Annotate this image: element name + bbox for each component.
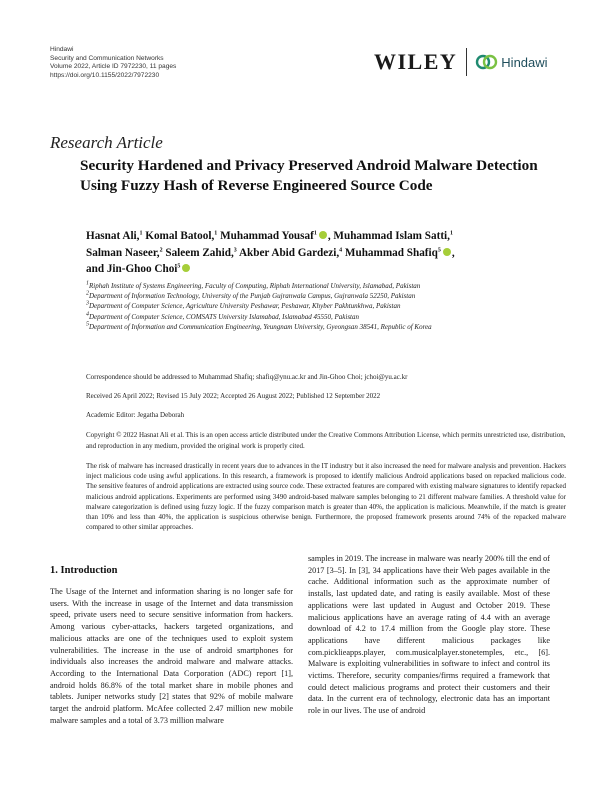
author-affiliation-number: 4 [339,246,343,253]
author-name: Muhammad Shafiq [344,246,438,259]
author-name: Salman Naseer, [86,246,160,259]
publication-dates: Received 26 April 2022; Revised 15 July 2022; Accepted 26 August 2022; Published 12 September 2022 [86,392,381,400]
affiliation-number: 4 [86,311,89,318]
affiliation-number: 5 [86,321,89,328]
author-affiliation-number: 5 [177,263,181,270]
hindawi-logo-text: Hindawi [501,54,548,70]
author-list: Hasnat Ali,$^1$ Komal Batool,$^1$ Muhammad Yousaf$^1$ , Muhammad Islam Satti,$^1$ Salman Naseer,$^2$ Saleem Zahid,$^3$ Akber Abid Gardezi,$^4$ Muhammad Shafiq$^5$ , and Jin-Ghoo Choi$^5$ [86,230,455,275]
affiliation-line [86,281,566,291]
affiliation-list [86,281,566,332]
article-type: Research Article [50,133,163,152]
orcid-icon[interactable] [319,231,327,239]
copyright-notice: Copyright © 2022 Hasnat Ali et al. This is an open access article distributed under the Creative Commons Attribution License, which permits unrestricted use, distribution, and reproduction in any medium, provided the original work is properly cited. [86,431,566,450]
orcid-icon[interactable] [182,264,190,272]
author-name: Muhammad Yousaf [220,230,314,242]
affiliation-line [86,301,566,311]
author-affiliation-number: 3 [233,246,237,253]
affiliation-text: Department of Computer Science, Agriculture University Peshawar, Peshawar, Khyber Pakhtunkhwa, Pakistan [89,302,401,311]
author-name: Hasnat Ali, [86,230,140,242]
affiliation-line [86,322,566,332]
wiley-logo: WILEY [374,49,458,74]
section-heading-introduction: 1. Introduction [50,565,118,576]
abstract: The risk of malware has increased drastically in recent years due to advances in the IT industry but it also increased the need for malware analysis and prevention. Hackers inject malicious code using awful applications. In this research, a framework is proposed to identify malicious Android applications based on repacked malicious code. The sensitive features of android applications are extracted using source code. These extracted features are compared with existing malware signatures to identify repacked malicious android applications. Experiments are performed using 3490 android-based malware samples belonging to 21 different malware families. A threshold value for malware categorization is defined using fuzzy logic. If the fuzzy comparison match is greater than 40%, the application is malicious. Meanwhile, if the match is greater than 10% and less than 40%, the application is suspicious otherwise benign. Furthermore, the proposed framework presents around 74% of the repacked malware compared to other similar approaches. [86,462,566,532]
publisher-name: Hindawi [50,46,74,53]
journal-info [50,46,176,80]
affiliation-text: Department of Information and Communication Engineering, Yeungnam University, Gyeongsan 38541, Republic of Korea [89,322,432,331]
volume-line: Volume 2022, Article ID 7972230, 11 pages [50,63,177,71]
publisher-logos [374,48,548,76]
body-column-left: The Usage of the Internet and information sharing is no longer safe for users. With the increase in usage of the Internet and data transmission speed, private users need to secure sensitive information from hackers. Among various cyber-attacks, hackers targeted organizations, and malicious attacks are one of the techniques used to exploit system vulnerabilities. The increase in the use of android smartphones for individuals also increases the android malware and malware attacks. According to the International Data Corporation (ADC) report [1], android holds 86.8% of the total market share in mobile phones and tablets. Juniper networks study [2] states that 92% of mobile malware target the android platform. McAfee collected 2.47 million new mobile malware samples and a total of 3.73 million malware [50,587,293,725]
correspondence: Correspondence should be addressed to Muhammad Shafiq; shafiq@ynu.ac.kr and Jin-Ghoo Choi; jchoi@yu.ac.kr [86,373,408,381]
author-affiliation-number: 2 [159,246,163,253]
author-affiliation-number: 1 [449,230,453,237]
academic-editor: Academic Editor: Jegatha Deborah [86,411,185,419]
author-name: Muhammad Islam Satti, [333,230,450,242]
body-column-right: samples in 2019. The increase in malware was nearly 200% till the end of 2017 [3–5]. In [3], 34 applications have their Web pages available in the cache. Additional information such as the approximate number of installs, last updated date, and rating is easily available. Most of these applications were last updated in August and October 2019. These malicious applications have an average rating of 4.4 with an average download of 4.2 to 17.4 million from the Google play store. These applications have different malicious packages like com.picklieapps.player, com.musicalplayer.stonetemples, etc., [6]. Malware is exploiting vulnerabilities in software to infect and control its victims. Therefore, security companies/firms required a framework that could detect malicious programs and protect their customers and their data. In the current era of technology, electronic data has an important role in our lives. The use of android [308,554,550,716]
affiliation-text: Department of Information Technology, University of the Punjab Gujranwala Campus, Gujranwala 52250, Pakistan [89,292,416,301]
affiliation-line [86,312,566,322]
author-affiliation-number: 1 [139,230,143,237]
journal-name: Security and Communication Networks [50,54,164,62]
affiliation-number: 1 [86,280,89,287]
author-name: Komal Batool, [145,230,215,242]
author-name: Akber Abid Gardezi, [238,246,340,259]
author-name: Saleem Zahid, [165,246,234,259]
affiliation-line [86,291,566,301]
affiliation-number: 2 [86,290,89,297]
orcid-icon[interactable] [443,248,451,256]
author-affiliation-number: 5 [437,246,441,253]
author-affiliation-number: 1 [214,230,218,237]
author-affiliation-number: 1 [313,230,317,237]
hindawi-logo-icon [475,53,499,71]
affiliation-text: Department of Computer Science, COMSATS University Islamabad, Islamabad 45550, Pakistan [89,312,359,321]
doi-link[interactable]: https://doi.org/10.1155/2022/7972230 [50,71,160,79]
author-name: and Jin-Ghoo Choi [86,263,178,275]
affiliation-text: Riphah Institute of Systems Engineering, Faculty of Computing, Riphah International University, Islamabad, Pakistan [89,282,421,290]
article-title: Security Hardened and Privacy Preserved Android Malware Detection Using Fuzzy Hash of Reverse Engineered Source Code [80,157,538,194]
logo-divider [466,48,467,76]
affiliation-number: 3 [86,301,89,308]
